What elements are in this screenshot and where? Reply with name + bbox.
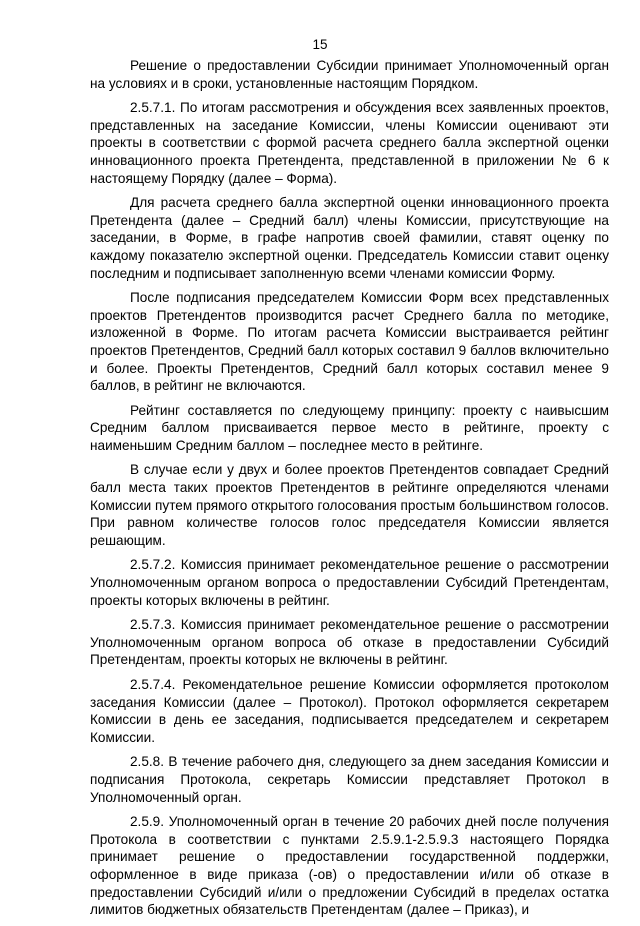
paragraph: 2.5.7.4. Рекомендательное решение Комиссии оформляется протоколом заседания Комиссии (далее – Протокол). Протокол оформляется секретарем Комиссии в день ее заседания, подписывается председателем и секретарем Комиссии.: [90, 677, 609, 745]
document-body: [90, 57, 609, 926]
paragraph: 2.5.7.3. Комиссия принимает рекомендательное решение о рассмотрении Уполномоченным органом вопроса об отказе в предоставлении Субсидий Претендентам, проекты которых не включены в рейтинг.: [90, 617, 609, 668]
paragraph: 2.5.9. Уполномоченный орган в течение 20 рабочих дней после получения Протокола в соответствии с пунктами 2.5.9.1-2.5.9.3 настоящего Порядка принимает решение о предоставлении государственной поддержки, оформленное в виде приказа (-ов) о предоставлении и/или об отказе в предоставлении Субсидий и/или о предложении Субсидий в пределах остатка лимитов бюджетных обязательств Претендентам (далее – Приказ), и: [90, 814, 609, 918]
paragraph: Для расчета среднего балла экспертной оценки инновационного проекта Претендента (далее – Средний балл) члены Комиссии, присутствующие на заседании, в Форме, в графе напротив своей фамилии, ставят оценку по каждому показателю экспертной оценки. Председатель Комиссии ставит оценку последним и подписывает заполненную всеми членами комиссии Форму.: [90, 195, 609, 281]
paragraph: 2.5.8. В течение рабочего дня, следующего за днем заседания Комиссии и подписания Протокола, секретарь Комиссии представляет Протокол в Уполномоченный орган.: [90, 754, 609, 805]
paragraph: 2.5.7.1. По итогам рассмотрения и обсуждения всех заявленных проектов, представленных на заседание Комиссии, члены Комиссии оценивают эти проекты в соответствии с формой расчета среднего балла экспертной оценки инновационного проекта Претендента, представленной в приложении № 6 к настоящему Порядку (далее – Форма).: [90, 100, 609, 186]
paragraph: В случае если у двух и более проектов Претендентов совпадает Средний балл места таких проектов Претендентов в рейтинге определяются членами Комиссии путем прямого открытого голосования простым большинством голосов. При равном количестве голосов голос председателя Комиссии является решающим.: [90, 462, 609, 548]
paragraph: Рейтинг составляется по следующему принципу: проекту с наивысшим Средним баллом присваивается первое место в рейтинге, проекту с наименьшим Средним баллом – последнее место в рейтинге.: [90, 402, 609, 453]
paragraph: Решение о предоставлении Субсидии принимает Уполномоченный орган на условиях и в сроки, установленные настоящим Порядком.: [90, 58, 609, 91]
paragraph: 2.5.7.2. Комиссия принимает рекомендательное решение о рассмотрении Уполномоченным органом вопроса о предоставлении Субсидий Претендентам, проекты которых включены в рейтинг.: [90, 557, 609, 608]
page-number: 15: [312, 37, 328, 52]
paragraph: После подписания председателем Комиссии Форм всех представленных проектов Претендентов производится расчет Среднего балла по методике, изложенной в Форме. По итогам расчета Комиссии выстраивается рейтинг проектов Претендентов, Средний балл которых составил 9 баллов включительно и более. Проекты Претендентов, Средний балл которых составил менее 9 баллов, в рейтинг не включаются.: [90, 290, 609, 394]
